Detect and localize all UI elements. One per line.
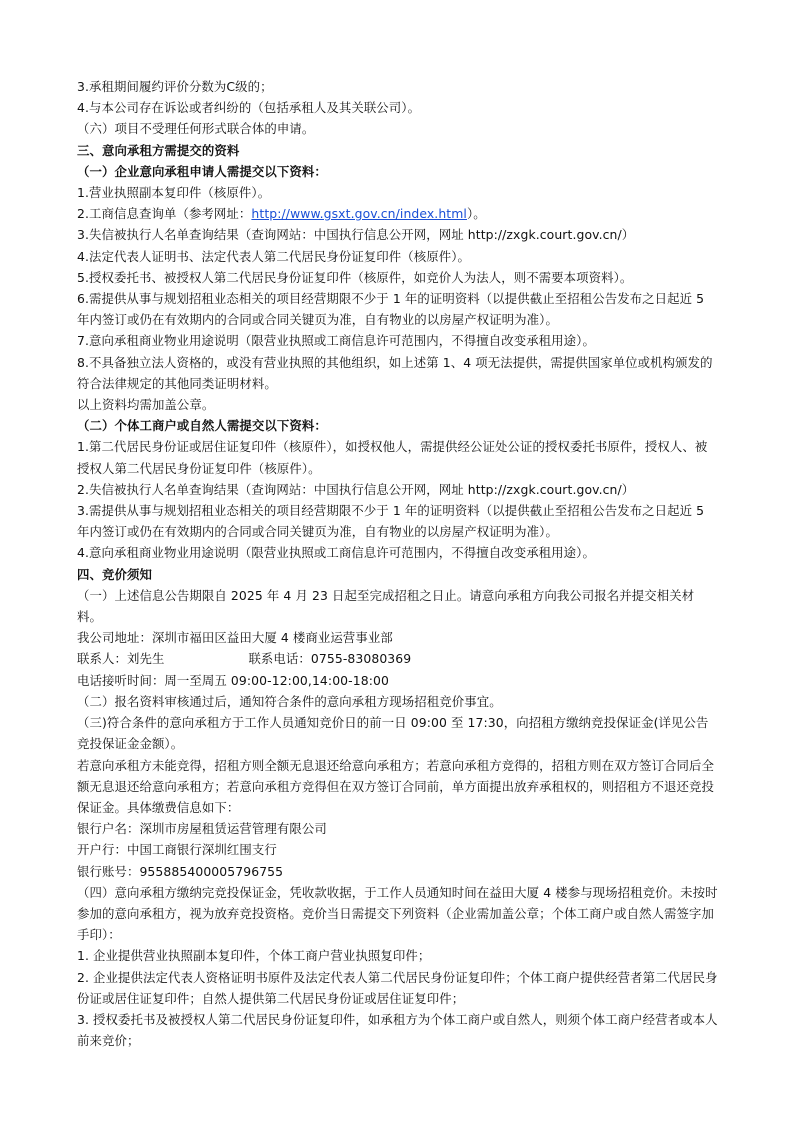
enterprise-item-4: 4.法定代表人证明书、法定代表人第二代居民身份证复印件（核原件）。 <box>77 248 471 264</box>
enterprise-item-6: 6.需提供从事与规划招租业态相关的项目经营期限不少于 1 年的证明资料（以提供截止至招租公告发布之日起近 5 年内签订或仍在有效期内的合同或合同关键页为准，自有物业的以房屋产权证明为准）。 <box>77 291 705 328</box>
bidding-docs-item-1: 1. 企业提供营业执照副本复印件，个体工商户营业执照复印件； <box>77 948 431 964</box>
individual-item-4: 4.意向承租商业物业用途说明（限营业执照或工商信息许可范围内，不得擅自改变承租用途）。 <box>77 545 595 561</box>
section-3-heading: 三、意向承租方需提交的资料 <box>77 142 240 158</box>
company-address: 我公司地址：深圳市福田区益田大厦 4 楼商业运营事业部 <box>77 630 393 646</box>
bidding-para-5: （四）意向承租方缴纳完竞投保证金，凭收款收据，于工作人员通知时间在益田大厦 4 楼参与现场招租竞价。未按时参加的意向承租方，视为放弃竞投资格。竞价当日需提交下列资料（企业需加盖公章；个体工商户或自然人需签字加手印）： <box>77 884 718 943</box>
bidding-para-3: （三)符合条件的意向承租方于工作人员通知竞价日的前一日 09:00 至 17:30，向招租方缴纳竞投保证金(详见公告竞投保证金金额）。 <box>77 715 709 752</box>
contact-phone: 联系电话：0755-83080369 <box>248 651 412 667</box>
condition-item-3: 3.承租期间履约评价分数为C级的； <box>77 79 273 94</box>
bank-account-name: 银行户名：深圳市房屋租赁运营管理有限公司 <box>77 821 327 837</box>
section-4-heading: 四、竞价须知 <box>77 566 152 582</box>
bidding-para-1: （一）上述信息公告期限自 2025 年 4 月 23 日起至完成招租之日止。请意向承租方向我公司报名并提交相关材料。 <box>77 587 695 625</box>
enterprise-item-2-prefix: 2.工商信息查询单（参考网址： <box>77 206 252 222</box>
enterprise-note: 以上资料均需加盖公章。 <box>77 397 215 413</box>
enterprise-item-2 <box>77 203 719 224</box>
individual-item-3: 3.需提供从事与规划招租业态相关的项目经营期限不少于 1 年的证明资料（以提供截止至招租公告发布之日起近 5 年内签订或仍在有效期内的合同或合同关键页为准，自有物业的以房屋产权证明为准）。 <box>77 503 705 540</box>
condition-item-6: （六）项目不受理任何形式联合体的申请。 <box>77 121 315 137</box>
bidding-para-4: 若意向承租方未能竞得，招租方则全额无息退还给意向承租方；若意向承租方竞得的，招租方则在双方签订合同后全额无息退还给意向承租方；若意向承租方竞得但在双方签订合同前，单方面提出放弃承租权的，则招租方不退还竞投保证金。具体缴费信息如下： <box>77 757 715 815</box>
individual-item-1: 1.第二代居民身份证或居住证复印件（核原件），如授权他人，需提供经公证处公证的授权委托书原件，授权人、被授权人第二代居民身份证复印件（核原件）。 <box>77 439 708 476</box>
contact-person: 联系人：刘先生 <box>77 651 165 667</box>
gsxt-link[interactable]: http://www.gsxt.gov.cn/index.html <box>251 206 467 222</box>
enterprise-item-5: 5.授权委托书、被授权人第二代居民身份证复印件（核原件，如竞价人为法人，则不需要本项资料）。 <box>77 269 633 285</box>
document-page <box>77 76 719 1051</box>
subsection-individual-heading: （二）个体工商户或自然人需提交以下资料： <box>77 418 327 434</box>
enterprise-item-1: 1.营业执照副本复印件（核原件）。 <box>77 185 271 201</box>
bidding-docs-item-3: 3. 授权委托书及被授权人第二代居民身份证复印件，如承租方为个体工商户或自然人，则须个体工商户经营者或本人前来竞价； <box>77 1011 718 1049</box>
condition-item-4: 4.与本公司存在诉讼或者纠纷的（包括承租人及其关联公司）。 <box>77 100 421 116</box>
enterprise-item-8: 8.不具备独立法人资格的，或没有营业执照的其他组织，如上述第 1、4 项无法提供，需提供国家单位或机构颁发的符合法律规定的其他同类证明材料。 <box>77 354 713 391</box>
phone-hours: 电话接听时间：周一至周五 09:00-12:00,14:00-18:00 <box>77 672 389 688</box>
bidding-para-2: （二）报名资料审核通过后，通知符合条件的意向承租方现场招租竞价事宜。 <box>77 693 502 709</box>
subsection-enterprise-heading: （一）企业意向承租申请人需提交以下资料： <box>77 163 327 179</box>
individual-item-2: 2.失信被执行人名单查询结果（查询网站：中国执行信息公开网，网址 http://zxgk.court.gov.cn/） <box>77 481 635 497</box>
bank-name: 开户行：中国工商银行深圳红围支行 <box>77 842 277 858</box>
bidding-docs-item-2: 2. 企业提供法定代表人资格证明书原件及法定代表人第二代居民身份证复印件；个体工商户提供经营者第二代居民身份证或居住证复印件；自然人提供第二代居民身份证或居住证复印件； <box>77 969 718 1006</box>
contact-line <box>77 648 719 669</box>
enterprise-item-3: 3.失信被执行人名单查询结果（查询网站：中国执行信息公开网，网址 http://zxgk.court.gov.cn/） <box>77 227 635 243</box>
enterprise-item-7: 7.意向承租商业物业用途说明（限营业执照或工商信息许可范围内，不得擅自改变承租用途）。 <box>77 333 595 349</box>
bank-account-number: 银行账号：955885400005796755 <box>77 863 284 879</box>
enterprise-item-2-suffix: ）。 <box>466 206 486 222</box>
